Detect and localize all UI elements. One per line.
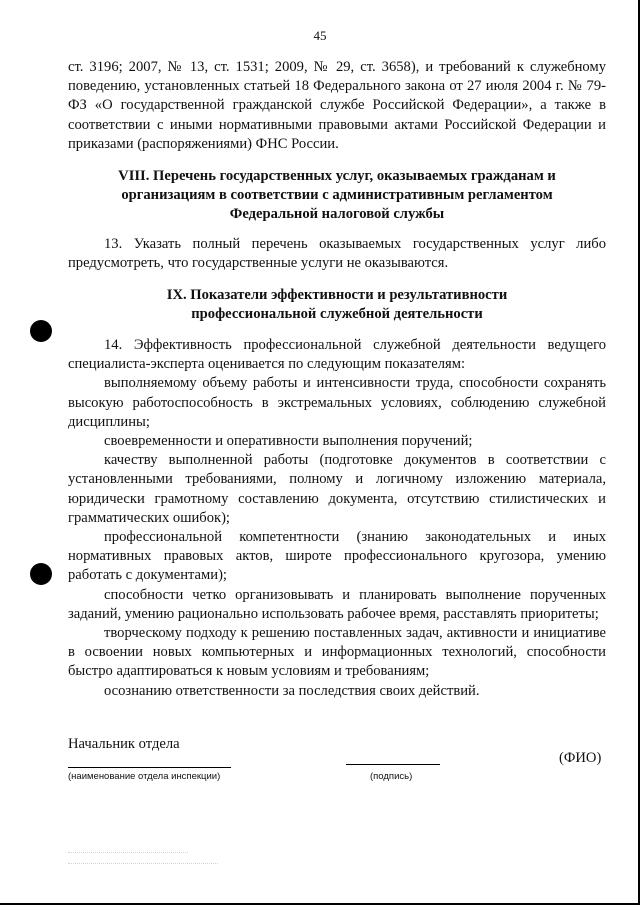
signature-caption: (подпись) — [370, 771, 413, 782]
indicator-item: творческому подходу к решению поставленных задач, активности и инициативе в освоении новых компьютерных и информационных технологий, способности быстро адаптироваться к новым условиям и требованиям; — [68, 625, 606, 680]
paragraph-13: 13. Указать полный перечень оказываемых государственных услуг либо предусмотреть, что государственные услуги не оказываются. — [68, 236, 606, 272]
section-9-heading — [68, 286, 606, 324]
section-8-heading-line: организациям в соответствии с административным регламентом — [121, 187, 553, 203]
fio-label: (ФИО) — [559, 750, 602, 766]
section-9-body — [68, 336, 606, 701]
punch-hole — [30, 563, 52, 585]
section-8-heading — [68, 167, 606, 224]
indicator-item: качеству выполненной работы (подготовке документов в соответствии с установленными требованиями, полному и логичному изложению материала, юридически грамотному составлению документа, отсутствию стилистических и грамматических ошибок); — [68, 452, 606, 526]
indicator-item: выполняемому объему работы и интенсивности труда, способности сохранять высокую работоспособность в экстремальных условиях, соблюдению служебной дисциплины; — [68, 375, 606, 430]
signature-underline — [346, 764, 440, 765]
section-8-heading-line: Федеральной налоговой службы — [229, 206, 445, 222]
dept-underline — [68, 767, 231, 768]
section-9-heading-line: профессиональной служебной деятельности — [191, 306, 483, 322]
dept-caption: (наименование отдела инспекции) — [68, 771, 221, 782]
page-number: 45 — [313, 28, 327, 43]
indicator-item: профессиональной компетентности (знанию законодательных и иных нормативных правовых актов, широте профессионального кругозора, умению работать с документами); — [68, 529, 606, 584]
indicator-item: осознанию ответственности за последствия своих действий. — [104, 682, 480, 699]
section-9-heading-line: IX. Показатели эффективности и результативности — [166, 287, 508, 303]
punch-hole — [30, 320, 52, 342]
section-8-heading-line: VIII. Перечень государственных услуг, оказываемых гражданам и — [118, 168, 556, 184]
signatory-title: Начальник отдела — [68, 736, 180, 752]
faint-stamp-mark — [68, 848, 218, 867]
indicator-item: способности четко организовывать и планировать выполнение порученных заданий, умению рационально использовать рабочее время, расставлять приоритеты; — [68, 586, 606, 622]
indicator-item: своевременности и оперативности выполнения поручений; — [104, 433, 473, 450]
paragraph-14: 14. Эффективность профессиональной служебной деятельности ведущего специалиста-эксперта оценивается по следующим показателям: — [68, 337, 606, 373]
intro-paragraph: ст. 3196; 2007, № 13, ст. 1531; 2009, № 29, ст. 3658), и требований к служебному поведению, установленных статьей 18 Федерального закона от 27 июля 2004 г. № 79-ФЗ «О государственной гражданской службе Российской Федерации», а также в соответствии с иными нормативными правовыми актами Российской Федерации и приказами (распоряжениями) ФНС России. — [68, 59, 606, 152]
